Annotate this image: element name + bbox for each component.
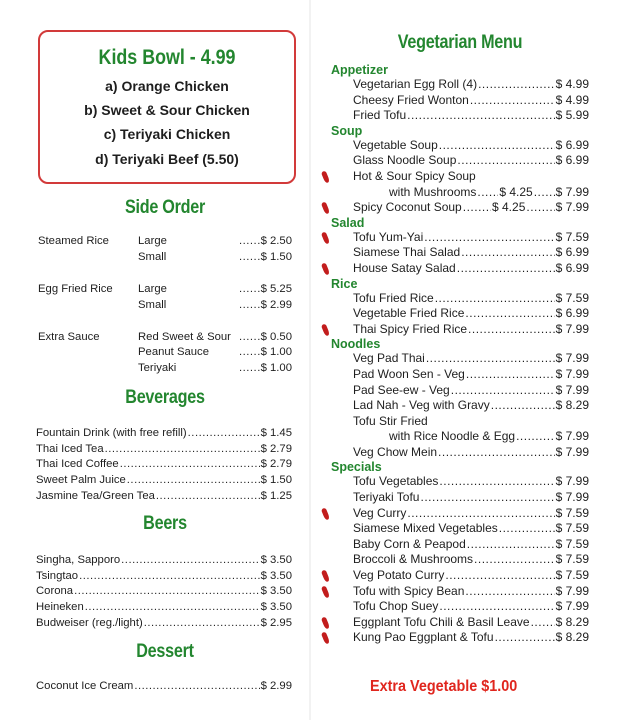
kids-item: c) Teriyaki Chicken	[103, 126, 231, 142]
menu-item	[331, 630, 589, 646]
item-name: Large	[138, 282, 167, 295]
item-price: $ 7.99	[555, 599, 589, 614]
menu-item	[36, 553, 292, 569]
item-name: Tofu Yum-Yai	[353, 229, 424, 244]
item-name: Large	[138, 235, 167, 247]
dessert-heading: Dessert	[136, 641, 194, 662]
side-order-name: Egg Fried Rice	[38, 282, 113, 295]
dot-leader	[105, 442, 260, 458]
item-price: $ 8.29	[555, 630, 589, 645]
menu-item	[331, 93, 589, 109]
beers-heading: Beers	[143, 513, 187, 534]
beverages-heading: Beverages	[125, 387, 205, 408]
item-name: Thai Spicy Fried Rice	[353, 321, 468, 336]
dot-leader	[407, 108, 554, 124]
dot-leader	[239, 361, 260, 377]
menu-item	[331, 261, 589, 277]
item-price: $ 1.00	[260, 346, 292, 359]
column-divider	[309, 0, 311, 720]
menu-item	[331, 445, 589, 461]
dot-leader	[239, 282, 260, 298]
dot-leader	[127, 473, 260, 489]
dot-leader	[465, 306, 554, 322]
dot-leader	[477, 185, 498, 201]
dot-leader	[439, 474, 554, 490]
dot-leader	[239, 234, 260, 250]
chili-pepper-icon	[321, 570, 330, 583]
menu-item	[36, 473, 292, 489]
chili-pepper-icon	[321, 323, 330, 336]
item-name: Thai Iced Tea	[36, 442, 104, 455]
item-price: $ 7.99	[555, 382, 589, 397]
item-price: $ 7.99	[555, 184, 590, 199]
menu-item	[331, 108, 589, 124]
menu-item	[36, 442, 292, 458]
item-name: with Mushrooms	[389, 184, 477, 199]
menu-item	[36, 584, 292, 600]
dot-leader	[478, 77, 555, 93]
item-price: $ 2.99	[260, 680, 292, 692]
kids-bowl-box	[38, 30, 296, 184]
item-price: $ 7.59	[555, 552, 589, 567]
item-price: $ 2.95	[260, 616, 292, 629]
item-price: $ 2.79	[260, 442, 292, 455]
item-name: Siamese Thai Salad	[353, 245, 461, 260]
item-price: $ 7.99	[555, 200, 590, 215]
dot-leader	[531, 615, 555, 631]
dot-leader	[426, 351, 555, 367]
dot-leader	[451, 383, 555, 399]
menu-item	[138, 234, 292, 250]
dot-leader	[438, 445, 555, 461]
side-order-name: Steamed Rice	[38, 235, 109, 247]
dot-leader	[499, 521, 555, 537]
item-name: Pad Woon Sen - Veg	[353, 366, 465, 381]
dot-leader	[239, 250, 260, 266]
menu-item	[331, 474, 589, 490]
dot-leader	[188, 426, 260, 442]
menu-item	[331, 429, 589, 445]
kids-item: a) Orange Chicken	[105, 78, 229, 94]
dot-leader	[79, 569, 260, 585]
dot-leader	[121, 553, 259, 569]
menu-item	[331, 414, 589, 430]
item-price: $ 7.59	[555, 290, 589, 305]
item-price: $ 6.99	[555, 260, 589, 275]
item-name: Tofu Chop Suey	[353, 599, 439, 614]
vegetarian-menu-heading: Vegetarian Menu	[397, 32, 523, 53]
dot-leader	[85, 600, 260, 616]
dot-leader	[134, 679, 259, 695]
chili-pepper-icon	[321, 231, 330, 244]
dot-leader	[468, 322, 555, 338]
extra-vegetable-note: Extra Vegetable $1.00	[370, 678, 518, 695]
dot-leader	[439, 599, 554, 615]
item-price: $ 6.99	[555, 245, 589, 260]
menu-item	[36, 569, 292, 585]
item-price: $ 4.99	[555, 92, 589, 107]
dot-leader	[495, 630, 555, 646]
side-order-list	[38, 234, 292, 393]
beverages-list	[36, 426, 292, 504]
side-order-heading: Side Order	[124, 197, 206, 218]
item-name: Vegetarian Egg Roll (4)	[353, 77, 478, 91]
dessert-list	[36, 679, 292, 695]
menu-item	[331, 169, 589, 185]
dot-leader	[457, 261, 555, 277]
chili-pepper-icon	[321, 616, 330, 629]
dot-leader	[534, 185, 555, 201]
menu-item	[138, 345, 292, 361]
dot-leader	[156, 489, 260, 505]
chili-pepper-icon	[321, 585, 330, 598]
item-price: $ 1.50	[260, 474, 292, 487]
menu-item	[331, 230, 589, 246]
menu-item	[138, 298, 292, 314]
item-name: Glass Noodle Soup	[353, 153, 457, 168]
item-name: Small	[138, 250, 167, 263]
item-price: $ 1.25	[260, 489, 292, 502]
menu-item	[331, 306, 589, 322]
menu-item	[331, 506, 589, 522]
dot-leader	[439, 138, 555, 154]
chili-pepper-icon	[321, 507, 330, 520]
item-price: $ 3.50	[260, 554, 292, 566]
side-order-group	[38, 330, 292, 377]
menu-item	[36, 426, 292, 442]
menu-item	[331, 615, 589, 631]
menu-item	[331, 291, 589, 307]
item-name: Tofu Fried Rice	[353, 290, 434, 305]
item-name: Thai Iced Coffee	[36, 458, 119, 471]
item-price: $ 7.99	[555, 490, 589, 505]
side-order-group	[38, 282, 292, 313]
item-name: Red Sweet & Sour	[138, 330, 231, 343]
section-heading: Salad	[331, 215, 365, 230]
dot-leader	[457, 153, 554, 169]
item-price: $ 7.59	[555, 505, 589, 520]
dot-leader	[461, 245, 554, 261]
dot-leader	[239, 345, 260, 361]
item-price: $ 0.50	[260, 330, 292, 343]
menu-item	[331, 584, 589, 600]
side-order-options	[138, 330, 292, 377]
item-price: $ 7.59	[555, 536, 589, 551]
item-price-small: $ 4.25	[492, 200, 526, 215]
item-price: $ 7.99	[555, 444, 589, 459]
menu-item	[138, 250, 292, 266]
item-name: Kung Pao Eggplant & Tofu	[353, 630, 494, 645]
item-price: $ 7.59	[555, 568, 589, 583]
dot-leader	[239, 298, 260, 314]
menu-item	[36, 457, 292, 473]
dot-leader	[144, 616, 260, 632]
menu-item	[331, 138, 589, 154]
item-price: $ 3.50	[260, 569, 292, 582]
item-name: Vegetable Fried Rice	[353, 306, 465, 321]
item-name: Hot & Sour Spicy Soup	[353, 168, 476, 183]
item-price-small: $ 4.25	[499, 184, 533, 199]
menu-item	[36, 600, 292, 616]
menu-item	[331, 537, 589, 553]
item-name: Budweiser (reg./light)	[36, 616, 143, 629]
item-price: $ 7.99	[555, 474, 589, 489]
dot-leader	[491, 398, 555, 414]
dot-leader	[420, 490, 554, 506]
dot-leader	[465, 584, 554, 600]
dot-leader	[474, 552, 555, 568]
section-heading: Specials	[331, 460, 382, 475]
item-price: $ 1.50	[260, 250, 292, 263]
item-price: $ 2.99	[260, 298, 292, 311]
dot-leader	[74, 584, 260, 600]
item-name: Tofu with Spicy Bean	[353, 583, 465, 598]
chili-pepper-icon	[321, 202, 330, 215]
item-name: Teriyaki	[138, 362, 177, 375]
dot-leader	[463, 200, 491, 216]
item-name: Veg Potato Curry	[353, 568, 445, 583]
item-price: $ 5.25	[260, 282, 292, 295]
item-name: Teriyaki Tofu	[353, 490, 420, 505]
menu-item	[138, 330, 292, 346]
item-price: $ 7.99	[555, 429, 589, 444]
menu-item	[331, 351, 589, 367]
item-price: $ 7.59	[555, 521, 589, 536]
dot-leader	[435, 291, 555, 307]
item-name: Vegetable Soup	[353, 137, 438, 152]
item-price: $ 2.50	[260, 235, 292, 247]
item-price: $ 8.29	[555, 614, 589, 629]
item-price: $ 1.45	[260, 427, 292, 439]
menu-item	[331, 322, 589, 338]
dot-leader	[526, 200, 554, 216]
menu-item	[331, 398, 589, 414]
item-name: Small	[138, 298, 167, 311]
side-order-name: Extra Sauce	[38, 330, 100, 343]
item-name: with Rice Noodle & Egg	[389, 429, 516, 444]
vegetarian-menu-list	[331, 63, 589, 646]
side-order-group	[38, 234, 292, 265]
dot-leader	[467, 537, 555, 553]
item-name: Singha, Sapporo	[36, 554, 121, 566]
menu-item	[331, 568, 589, 584]
section-heading: Appetizer	[331, 63, 388, 77]
item-name: Fried Tofu	[353, 108, 407, 123]
item-name: Tsingtao	[36, 569, 79, 582]
item-price: $ 2.79	[260, 458, 292, 471]
item-name: Eggplant Tofu Chili & Basil Leave	[353, 614, 530, 629]
item-name: House Satay Salad	[353, 260, 456, 275]
item-price: $ 3.50	[260, 601, 292, 614]
section-heading: Soup	[331, 123, 363, 138]
section-heading: Noodles	[331, 337, 381, 352]
item-price: $ 7.99	[555, 351, 589, 366]
kids-item: b) Sweet & Sour Chicken	[84, 102, 250, 118]
side-order-options	[138, 282, 292, 313]
item-name: Heineken	[36, 601, 84, 614]
menu-item	[331, 521, 589, 537]
menu-item	[331, 490, 589, 506]
side-order-options	[138, 234, 292, 265]
item-price: $ 7.99	[555, 583, 589, 598]
item-price: $ 7.59	[555, 229, 589, 244]
section-heading: Rice	[331, 276, 358, 291]
item-name: Pad See-ew - Veg	[353, 382, 450, 397]
item-price: $ 8.29	[555, 398, 589, 413]
menu-item	[36, 679, 292, 695]
beers-list	[36, 553, 292, 631]
menu-item	[331, 153, 589, 169]
item-name: Lad Nah - Veg with Gravy	[353, 398, 490, 413]
dot-leader	[120, 457, 260, 473]
item-price: $ 1.00	[260, 362, 292, 375]
dot-leader	[239, 330, 260, 346]
item-name: Coconut Ice Cream	[36, 680, 134, 692]
dot-leader	[445, 568, 554, 584]
item-name: Veg Chow Mein	[353, 444, 438, 459]
menu-item	[36, 489, 292, 505]
item-name: Baby Corn & Peapod	[353, 536, 466, 551]
item-price: $ 7.99	[555, 321, 589, 336]
item-name: Sweet Palm Juice	[36, 474, 126, 487]
chili-pepper-icon	[321, 262, 330, 275]
dot-leader	[470, 93, 555, 109]
menu-item	[331, 552, 589, 568]
menu-item	[331, 245, 589, 261]
menu-item	[36, 616, 292, 632]
item-name: Peanut Sauce	[138, 346, 209, 359]
menu-item	[331, 200, 589, 216]
kids-item: d) Teriyaki Beef (5.50)	[95, 151, 239, 167]
item-name: Tofu Stir Fried	[353, 413, 428, 428]
dot-leader	[407, 506, 554, 522]
menu-item	[138, 361, 292, 377]
item-name: Cheesy Fried Wonton	[353, 92, 469, 107]
item-price: $ 6.99	[555, 153, 589, 168]
menu-item	[331, 185, 589, 201]
item-name: Corona	[36, 585, 74, 598]
item-price: $ 4.99	[555, 77, 589, 91]
menu-item	[331, 383, 589, 399]
item-price: $ 6.99	[555, 137, 589, 152]
item-name: Siamese Mixed Vegetables	[353, 521, 498, 536]
item-price: $ 3.50	[260, 585, 292, 598]
item-name: Veg Curry	[353, 505, 407, 520]
kids-bowl-title: Kids Bowl - 4.99	[98, 46, 236, 69]
menu-item	[331, 77, 589, 93]
item-name: Veg Pad Thai	[353, 351, 425, 366]
item-price: $ 6.99	[555, 306, 589, 321]
dot-leader	[424, 230, 554, 246]
item-name: Jasmine Tea/Green Tea	[36, 489, 155, 502]
dot-leader	[516, 429, 555, 445]
item-name: Tofu Vegetables	[353, 474, 439, 489]
item-name: Spicy Coconut Soup	[353, 200, 462, 215]
menu-item	[138, 282, 292, 298]
menu-item	[331, 367, 589, 383]
item-price: $ 5.99	[555, 108, 589, 123]
item-name: Fountain Drink (with free refill)	[36, 427, 187, 439]
chili-pepper-icon	[321, 170, 330, 183]
menu-item	[331, 599, 589, 615]
item-name: Broccoli & Mushrooms	[353, 552, 474, 567]
item-price: $ 7.99	[555, 366, 589, 381]
dot-leader	[466, 367, 555, 383]
chili-pepper-icon	[321, 632, 330, 645]
